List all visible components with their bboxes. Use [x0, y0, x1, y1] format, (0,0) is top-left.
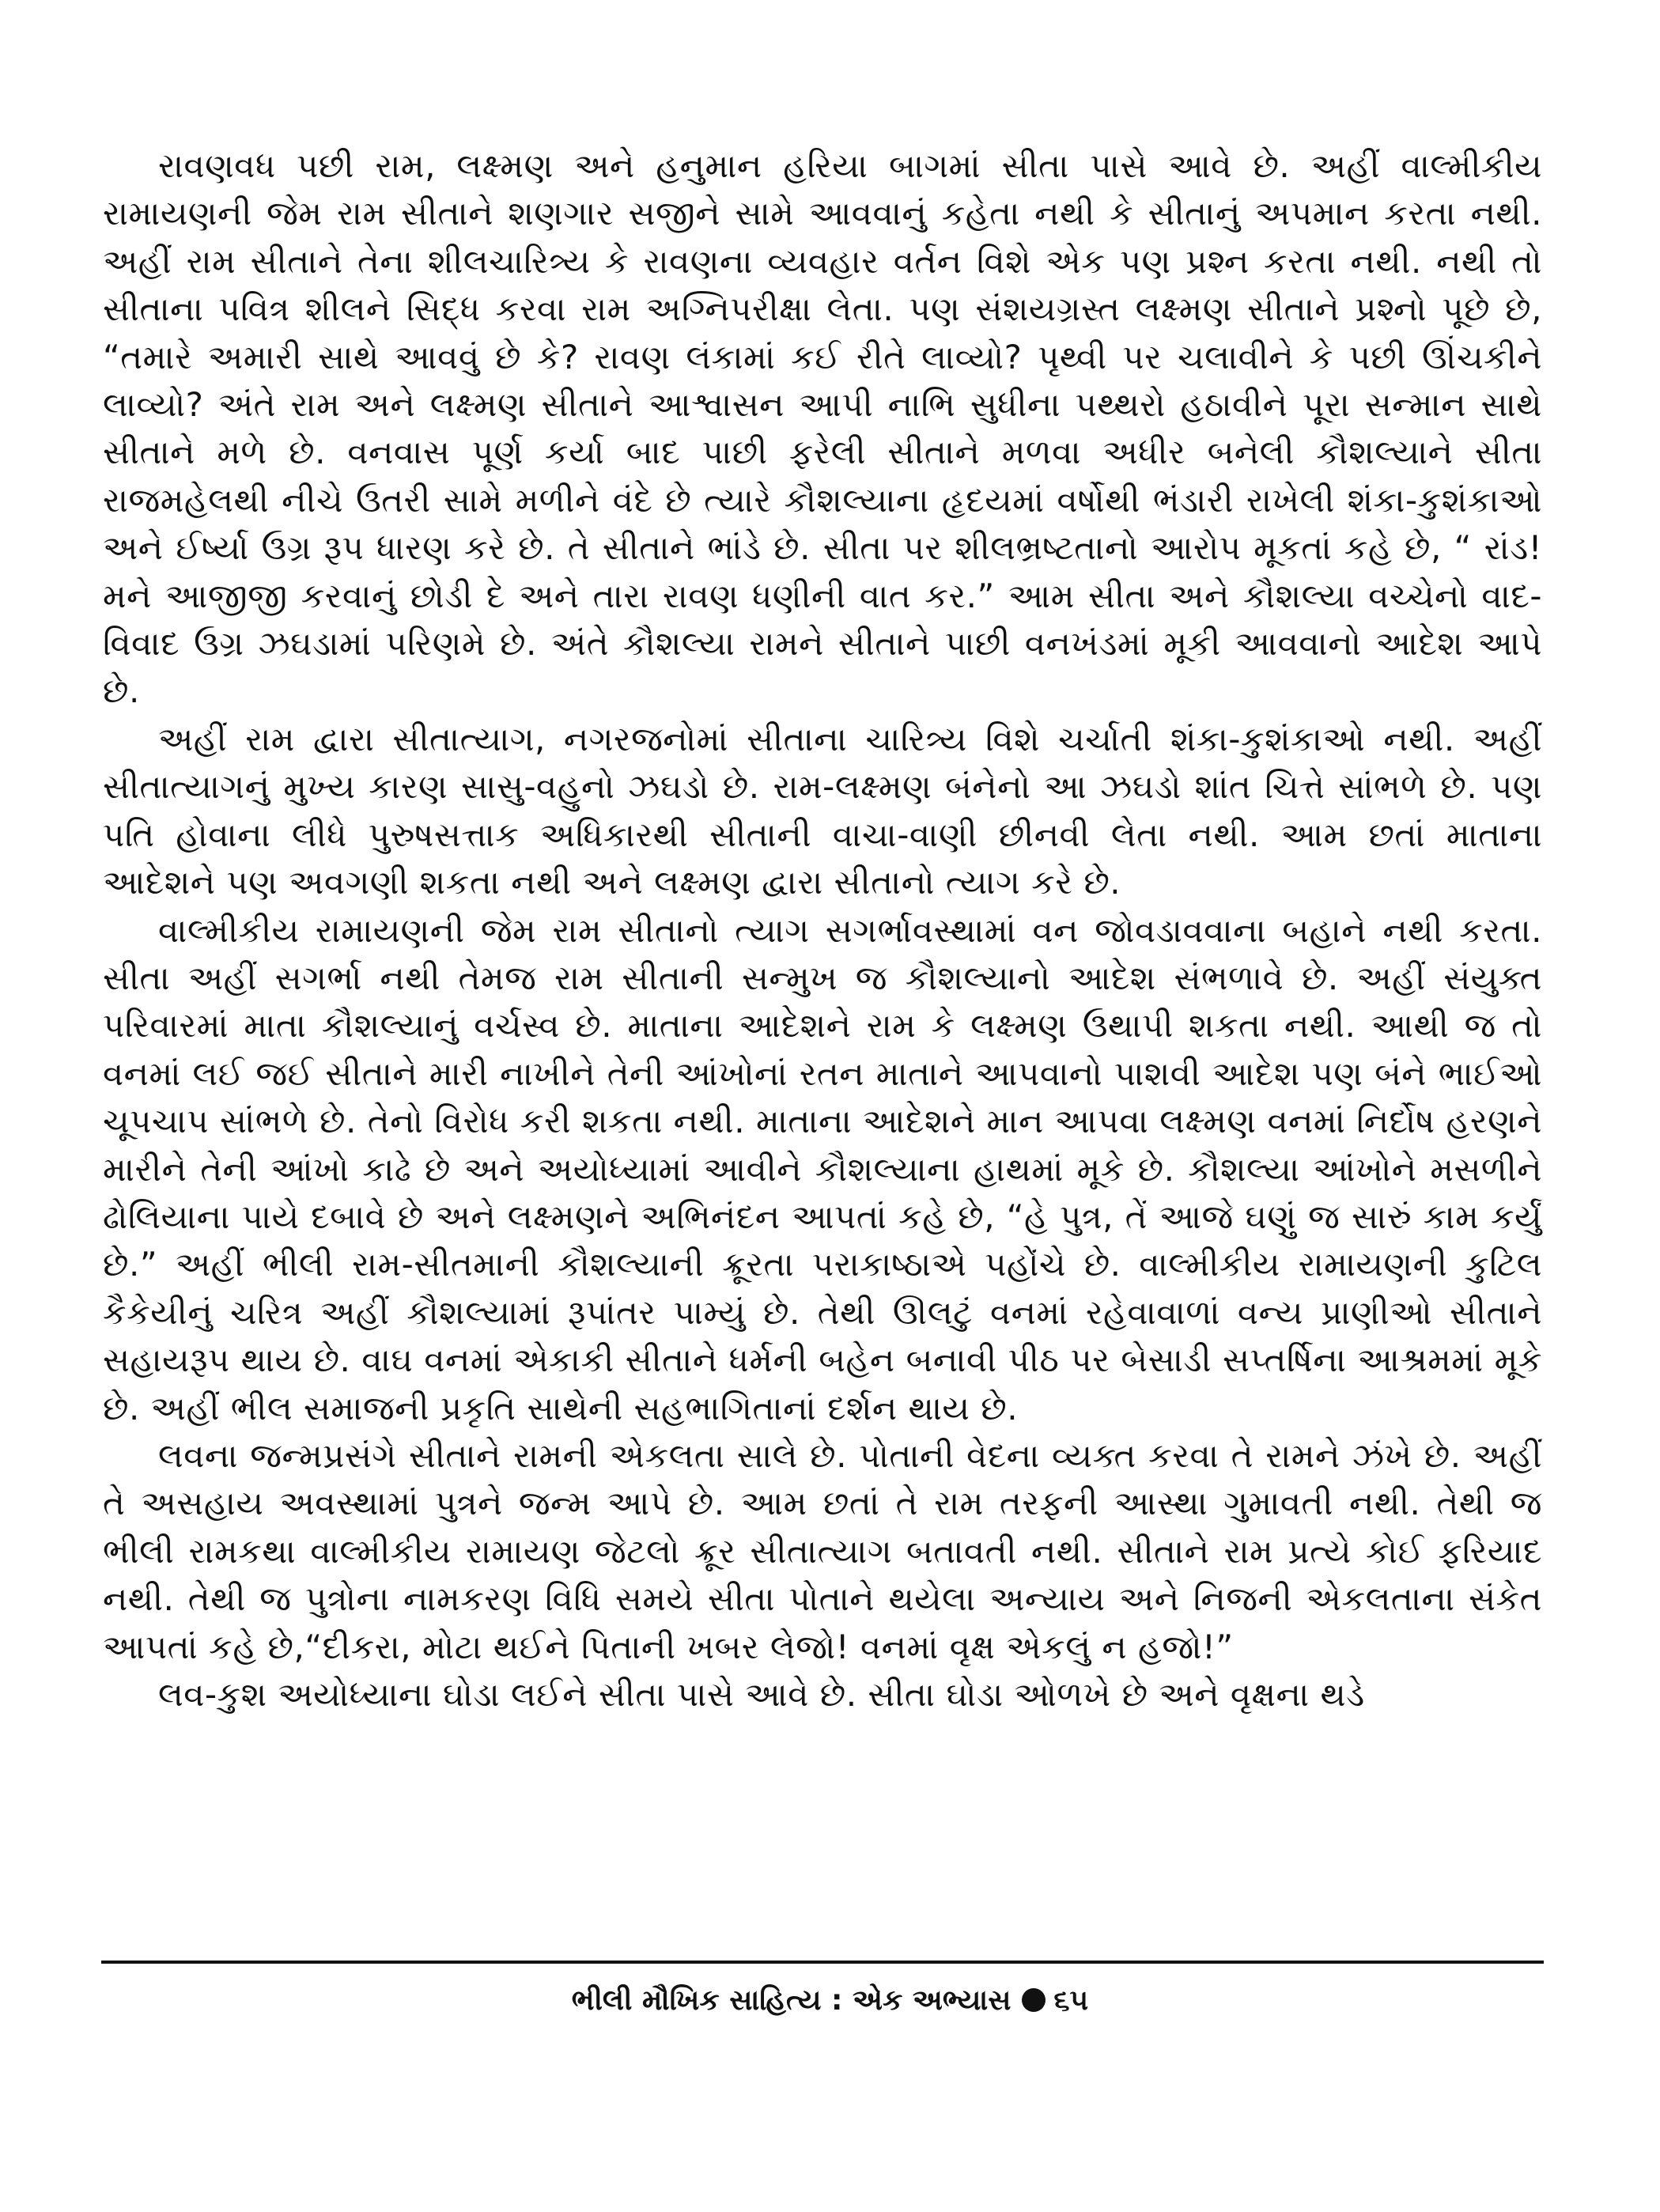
page-number: ૬૫ [1053, 1984, 1089, 2017]
footer-book-title: ભીલી મૌખિક સાહિત્ય : એક અભ્યાસ [571, 1984, 1012, 2017]
footer-divider [101, 1961, 1544, 1964]
paragraph-4: લવના જન્મપ્રસંગે સીતાને રામની એકલતા સાલે છે. પોતાની વેદના વ્યક્ત કરવા તે રામને ઝંખે છે. અહીં તે અસહાય અવસ્થામાં પુત્રને જન્મ આપે છે. આમ છતાં તે રામ તરફની આસ્થા ગુમાવતી નથી. તેથી જ ભીલી રામકથા વાલ્મીકીય રામાયણ જેટલો ક્રૂર સીતાત્યાગ બતાવતી નથી. સીતાને રામ પ્રત્યે કોઈ ફરિયાદ નથી. તેથી જ પુત્રોના નામકરણ વિધિ સમયે સીતા પોતાને થયેલા અન્યાય અને નિજની એકલતાના સંકેત આપતાં કહે છે,“દીકરા, મોટા થઈને પિતાની ખબર લેજો! વનમાં વૃક્ષ એકલું ન હજો!” [103, 1435, 1542, 1666]
paragraph-5: લવ-કુશ અયોધ્યાના ઘોડા લઈને સીતા પાસે આવે છે. સીતા ઘોડા ઓળખે છે અને વૃક્ષના થડે [158, 1675, 1365, 1714]
bullet-icon [1022, 1988, 1046, 2012]
paragraph-3: વાલ્મીકીય રામાયણની જેમ રામ સીતાનો ત્યાગ સગર્ભાવસ્થામાં વન જોવડાવવાના બહાને નથી કરતા. સીતા અહીં સગર્ભા નથી તેમજ રામ સીતાની સન્મુખ જ કૌશલ્યાનો આદેશ સંભળાવે છે. અહીં સંયુક્ત પરિવારમાં માતા કૌશલ્યાનું વર્ચસ્વ છે. માતાના આદેશને રામ કે લક્ષ્મણ ઉથાપી શકતા નથી. આથી જ તો વનમાં લઈ જઈ સીતાને મારી નાખીને તેની આંખોનાં રતન માતાને આપવાનો પાશવી આદેશ પણ બંને ભાઈઓ ચૂપચાપ સાંભળે છે. તેનો વિરોધ કરી શકતા નથી. માતાના આદેશને માન આપવા લક્ષ્મણ વનમાં નિર્દોષ હરણને મારીને તેની આંખો કાઢે છે અને અયોધ્યામાં આવીને કૌશલ્યાના હાથમાં મૂકે છે. કૌશલ્યા આંખોને મસળીને ઢોલિયાના પાયે દબાવે છે અને લક્ષ્મણને અભિનંદન આપતાં કહે છે, “હે પુત્ર, તેં આજે ઘણું જ સારું કામ કર્યું છે.” અહીં ભીલી રામ-સીતમાની કૌશલ્યાની ક્રૂરતા પરાકાષ્ઠાએ પહોંચે છે. વાલ્મીકીય રામાયણની કુટિલ કૈકેયીનું ચરિત્ર અહીં કૌશલ્યામાં રૂપાંતર પામ્યું છે. તેથી ઊલટું વનમાં રહેવાવાળાં વન્ય પ્રાણીઓ સીતાને સહાયરૂપ થાય છે. વાઘ વનમાં એકાકી સીતાને ધર્મની બહેન બનાવી પીઠ પર બેસાડી સપ્તર્ષિના આશ્રમમાં મૂકે છે. અહીં ભીલ સમાજની પ્રકૃતિ સાથેની સહભાગિતાનાં દર્શન થાય છે. [103, 910, 1542, 1427]
paragraph-1: રાવણવધ પછી રામ, લક્ષ્મણ અને હનુમાન હરિયા બાગમાં સીતા પાસે આવે છે. અહીં વાલ્મીકીય રામાયણની જેમ રામ સીતાને શણગાર સજીને સામે આવવાનું કહેતા નથી કે સીતાનું અપમાન કરતા નથી. અહીં રામ સીતાને તેના શીલચારિત્ર્ય કે રાવણના વ્યવહાર વર્તન વિશે એક પણ પ્રશ્ન કરતા નથી. નથી તો સીતાના પવિત્ર શીલને સિદ્ધ કરવા રામ અગ્નિપરીક્ષા લેતા. પણ સંશયગ્રસ્ત લક્ષ્મણ સીતાને પ્રશ્નો પૂછે છે, “તમારે અમારી સાથે આવવું છે કે? રાવણ લંકામાં કઈ રીતે લાવ્યો? પૃથ્વી પર ચલાવીને કે પછી ઊંચકીને લાવ્યો? અંતે રામ અને લક્ષ્મણ સીતાને આશ્વાસન આપી નાભિ સુધીના પથ્થરો હઠાવીને પૂરા સન્માન સાથે સીતાને મળે છે. વનવાસ પૂર્ણ કર્યા બાદ પાછી ફરેલી સીતાને મળવા અધીર બનેલી કૌશલ્યાને સીતા રાજમહેલથી નીચે ઉતરી સામે મળીને વંદે છે ત્યારે કૌશલ્યાના હૃદયમાં વર્ષોથી ભંડારી રાખેલી શંકા-કુશંકાઓ અને ઈર્ષ્યા ઉગ્ર રૂપ ધારણ કરે છે. તે સીતાને ભાંડે છે. સીતા પર શીલભ્રષ્ટતાનો આરોપ મૂકતાં કહે છે, “ રાંડ! મને આજીજી કરવાનું છોડી દે અને તારા રાવણ ધણીની વાત કર.” આમ સીતા અને કૌશલ્યા વચ્ચેનો વાદ-વિવાદ ઉગ્ર ઝઘડામાં પરિણમે છે. અંતે કૌશલ્યા રામને સીતાને પાછી વનખંડમાં મૂકી આવવાનો આદેશ આપે છે. [103, 146, 1542, 711]
body-text [103, 142, 1542, 1719]
page-footer [0, 1977, 1660, 2025]
paragraph-2: અહીં રામ દ્વારા સીતાત્યાગ, નગરજનોમાં સીતાના ચારિત્ર્ય વિશે ચર્ચાતી શંકા-કુશંકાઓ નથી. અહીં સીતાત્યાગનું મુખ્ય કારણ સાસુ-વહુનો ઝઘડો છે. રામ-લક્ષ્મણ બંનેનો આ ઝઘડો શાંત ચિત્તે સાંભળે છે. પણ પતિ હોવાના લીધે પુરુષસત્તાક અધિકારથી સીતાની વાચા-વાણી છીનવી લેતા નથી. આમ છતાં માતાના આદેશને પણ અવગણી શકતા નથી અને લક્ષ્મણ દ્વારા સીતાનો ત્યાગ કરે છે. [103, 719, 1542, 902]
